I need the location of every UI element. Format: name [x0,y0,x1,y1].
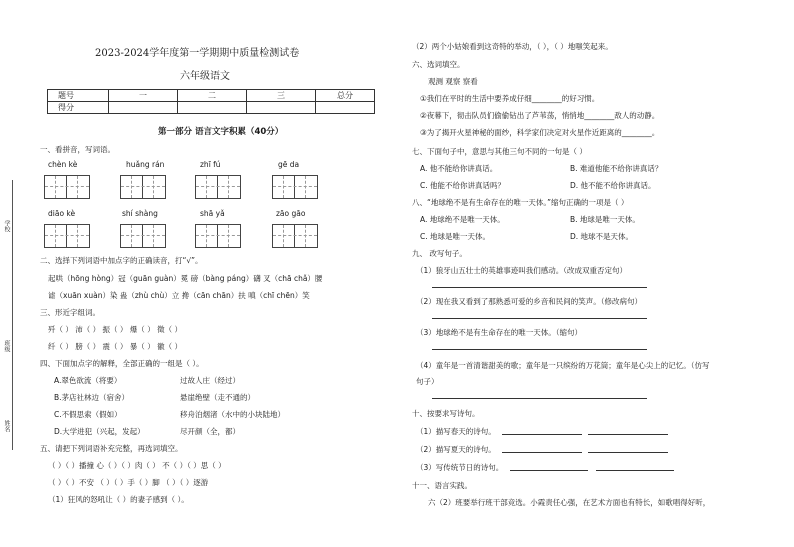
q4-title: 四、下面加点字的解释，全部正确的一组是（ ）。 [40,359,204,368]
margin-label-school: 学校 [3,220,10,232]
exam-subtitle: 六年级语文 [180,71,230,82]
q2-line: 谑（xuān xuàn）染 蛊（zhù chù）立 搀（cān chān）扶 嗔（chī chēn）笑 [48,291,310,300]
writing-grid[interactable] [272,224,318,248]
q3-title: 三、形近字组词。 [40,308,100,317]
q9-item: （3）地球绝不是有生命存在的唯一天体。（缩句） [416,328,583,337]
pinyin-label: shā yǎ [200,209,225,218]
writing-grid[interactable] [44,224,90,248]
pinyin-label: shí shàng [122,209,158,218]
q10-item: （2）描写夏天的诗句。 [416,445,496,454]
answer-line[interactable] [432,318,647,319]
q11-text: 六（2）班要举行班干部竞选。小霞责任心强，在艺术方面也有特长，如歌唱得好听， [428,498,711,507]
q10-item: （3）写传统节日的诗句。 [416,463,504,472]
score-header-cell: 总分 [316,90,375,102]
q8-title: 八、“地球绝不是有生命存在的唯一天体。”缩句正确的一项是（ ） [412,198,629,207]
score-label-cell: 得分 [48,102,109,114]
q10-item: （1）描写春天的诗句。 [416,427,496,436]
writing-grid[interactable] [195,224,241,248]
answer-line[interactable] [432,287,647,288]
q9-item: （1）狼牙山五壮士的英雄事迹叫我们感动。（改成双重否定句） [416,266,628,275]
writing-grid[interactable] [120,175,166,199]
answer-line[interactable] [588,434,668,435]
answer-line[interactable] [502,434,582,435]
q6-item: ③为了揭开火星神秘的面纱，科学家们决定对火星作近距离的________。 [420,128,660,137]
q4-option: 移舟泊烟渚（水中的小块陆地） [180,410,285,419]
writing-grid[interactable] [120,224,166,248]
score-header-cell: 三 [247,90,316,102]
pinyin-label: chèn kè [48,160,78,169]
margin-line [12,180,13,450]
writing-grid[interactable] [272,175,318,199]
score-header-cell: 一 [109,90,178,102]
q8-option: C. 地球是唯一天体。 [420,232,491,241]
exam-title: 2023-2024学年度第一学期期中质量检测试卷 [95,48,300,59]
q4-option: A.翠色欲流（将要） [54,376,122,385]
q7-option: C. 他能不给你讲真话吗？ [420,181,506,190]
q4-option: 悬崖绝壁（走不通的） [180,393,255,402]
score-header-cell: 二 [178,90,247,102]
q4-option: 尽开颜（全，都） [180,427,240,436]
q8-option: B. 地球是唯一天体。 [570,215,640,224]
q9-item: （4）童年是一首清谐甜美的歌；童年是一只缤纷的万花筒；童年是心尖上的记忆。（仿写 [416,361,710,370]
pinyin-label: gē da [278,160,300,169]
pinyin-label: huǎng rán [126,160,165,169]
score-input-cell[interactable] [316,102,375,114]
q3-line: 歼（ ） 沛（ ） 振（ ） 爆（ ） 徵（ ） [48,325,182,334]
q4-option: B.茅店社林边（宿舍） [54,393,130,402]
q4-option: D.大学进犯（兴起，发起） [54,427,145,436]
q2-line: 起哄（hōng hòng）冠（guān guàn）冕 磅（bàng páng）礴 叉（chā chǎ）腰 [48,274,323,283]
answer-line[interactable] [502,452,582,453]
score-header-cell: 题号 [48,90,109,102]
pinyin-label: zhī fú [200,160,221,169]
answer-line[interactable] [596,470,674,471]
q8-option: D. 地球不是天体。 [570,232,634,241]
answer-line[interactable] [588,452,668,453]
score-input-cell[interactable] [178,102,247,114]
q9-item: （2）现在我又看到了那熟悉可爱的乡音和民间的笑声。（修改病句） [416,297,643,306]
writing-grid[interactable] [44,175,90,199]
pinyin-label: diāo kè [48,209,76,218]
q9-item: 句子） [416,377,439,386]
q7-option: B. 难道他能不给你讲真话？ [570,164,663,173]
q5-2-line: （2）两个小姑娘看到这奇特的举动，（ ），（ ）地嗤笑起来。 [412,42,613,51]
q4-option: C.不假思索（假如） [54,410,122,419]
q5-title: 五、请把下列词语补充完整，再选词填空。 [40,444,183,453]
margin-label-name: 姓名 [3,420,10,432]
q3-line: 纤（ ） 膀（ ） 震（ ） 暴（ ） 徽（ ） [48,342,182,351]
q10-title: 十、按要求写诗句。 [412,409,480,418]
score-input-cell[interactable] [247,102,316,114]
q6-item: ②夜幕下，彻击队员们偷偷钻出了芦苇荡，悄悄地________敌人的动静。 [420,111,660,120]
q1-title: 一、看拼音，写词语。 [40,145,115,154]
q7-option: D. 他不能不给你讲真话。 [570,181,656,190]
q6-words: 观测 观察 察看 [428,77,478,86]
pinyin-label: zāo gāo [276,209,306,218]
q7-option: A. 他不能给你讲真话。 [420,164,498,173]
binding-margin [2,170,20,470]
q11-title: 十一、语言实践。 [412,481,472,490]
q4-option: 过故人庄（经过） [180,376,240,385]
q6-item: ①我们在平时的生活中要养成仔细________的好习惯。 [420,94,600,103]
answer-line[interactable] [432,398,647,399]
score-input-cell[interactable] [109,102,178,114]
q7-title: 七、下面句子中，意思与其他三句不同的一句是（ ） [412,147,587,156]
q2-title: 二、选择下列词语中加点字的正确读音，打“√”。 [40,256,203,265]
score-table [47,89,375,114]
writing-grid[interactable] [195,175,241,199]
answer-line[interactable] [432,349,647,350]
q9-title: 九、 改写句子。 [412,249,467,258]
q5-line: （ ）（ ）不安 （ ）（ ）手（ ）脚 （ ）（ ）逐游 [48,478,209,487]
q8-option: A. 地球绝不是唯一天体。 [420,215,505,224]
q5-line: （1）狂风的怒吼让（ ）的妻子感到（ ）。 [48,495,189,504]
q6-title: 六、选词填空。 [412,60,465,69]
part1-title: 第一部分 语言文字积累（40分） [158,127,284,137]
margin-label-class: 班级 [3,340,10,352]
q5-line: （ ）（ ）播撞 心（ ）（ ）肉（ ） 不（ ）（ ）思（ ） [48,461,226,470]
answer-line[interactable] [510,470,588,471]
